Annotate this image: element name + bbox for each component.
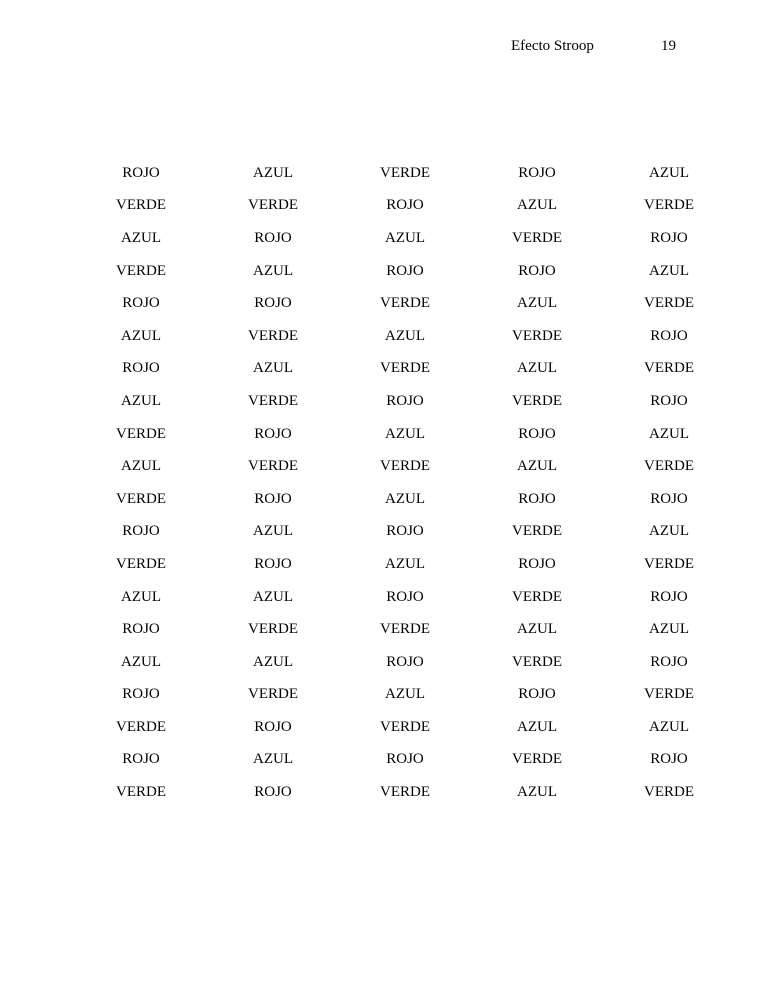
stroop-word: VERDE (512, 523, 562, 540)
stroop-word: ROJO (386, 588, 424, 605)
grid-row (75, 548, 735, 581)
stroop-word: ROJO (650, 653, 688, 670)
stroop-word: ROJO (650, 588, 688, 605)
running-head (0, 38, 768, 60)
stroop-word: VERDE (512, 653, 562, 670)
stroop-word: AZUL (253, 751, 293, 768)
stroop-word: ROJO (650, 392, 688, 409)
stroop-word: ROJO (254, 229, 292, 246)
stroop-word: ROJO (386, 197, 424, 214)
page-number: 19 (661, 38, 676, 54)
stroop-word: AZUL (385, 425, 425, 442)
stroop-word: ROJO (122, 295, 160, 312)
stroop-word: AZUL (385, 229, 425, 246)
grid-row (75, 581, 735, 614)
grid-row (75, 450, 735, 483)
stroop-word: ROJO (386, 262, 424, 279)
stroop-word: AZUL (385, 490, 425, 507)
stroop-word: ROJO (386, 392, 424, 409)
stroop-word: AZUL (121, 458, 161, 475)
stroop-word: VERDE (116, 197, 166, 214)
stroop-word: VERDE (644, 197, 694, 214)
stroop-word: AZUL (517, 197, 557, 214)
stroop-word: AZUL (517, 458, 557, 475)
grid-row (75, 353, 735, 386)
stroop-word: AZUL (253, 588, 293, 605)
stroop-word-grid (75, 157, 735, 809)
stroop-word: VERDE (248, 327, 298, 344)
stroop-word: AZUL (649, 425, 689, 442)
stroop-word: AZUL (121, 327, 161, 344)
grid-row (75, 679, 735, 712)
stroop-word: ROJO (254, 784, 292, 801)
stroop-word: VERDE (644, 295, 694, 312)
stroop-word: AZUL (253, 360, 293, 377)
stroop-word: ROJO (650, 751, 688, 768)
stroop-word: ROJO (122, 164, 160, 181)
stroop-word: ROJO (518, 425, 556, 442)
grid-row (75, 711, 735, 744)
stroop-word: AZUL (517, 718, 557, 735)
stroop-word: VERDE (380, 784, 430, 801)
stroop-word: VERDE (248, 458, 298, 475)
stroop-word: VERDE (644, 555, 694, 572)
stroop-word: AZUL (649, 164, 689, 181)
grid-row (75, 516, 735, 549)
grid-row (75, 613, 735, 646)
stroop-word: VERDE (380, 164, 430, 181)
stroop-word: AZUL (253, 653, 293, 670)
stroop-word: VERDE (644, 784, 694, 801)
grid-row (75, 385, 735, 418)
stroop-word: VERDE (380, 458, 430, 475)
stroop-word: AZUL (517, 360, 557, 377)
stroop-word: ROJO (386, 653, 424, 670)
stroop-word: AZUL (649, 621, 689, 638)
stroop-word: VERDE (116, 490, 166, 507)
stroop-word: ROJO (122, 751, 160, 768)
stroop-word: ROJO (518, 490, 556, 507)
stroop-word: ROJO (254, 718, 292, 735)
stroop-word: ROJO (518, 555, 556, 572)
stroop-word: AZUL (121, 392, 161, 409)
stroop-word: VERDE (380, 718, 430, 735)
stroop-word: VERDE (644, 360, 694, 377)
stroop-word: AZUL (253, 262, 293, 279)
stroop-word: VERDE (380, 295, 430, 312)
stroop-word: VERDE (512, 229, 562, 246)
stroop-word: VERDE (116, 784, 166, 801)
stroop-word: ROJO (650, 327, 688, 344)
stroop-word: VERDE (512, 392, 562, 409)
stroop-word: ROJO (254, 425, 292, 442)
grid-row (75, 287, 735, 320)
stroop-word: ROJO (518, 262, 556, 279)
stroop-word: ROJO (386, 523, 424, 540)
stroop-word: AZUL (121, 588, 161, 605)
stroop-word: AZUL (517, 295, 557, 312)
stroop-word: AZUL (517, 784, 557, 801)
stroop-word: AZUL (253, 523, 293, 540)
stroop-word: ROJO (122, 686, 160, 703)
stroop-word: ROJO (650, 229, 688, 246)
stroop-word: AZUL (649, 523, 689, 540)
stroop-word: ROJO (122, 621, 160, 638)
grid-row (75, 776, 735, 809)
stroop-word: ROJO (254, 555, 292, 572)
stroop-word: VERDE (116, 718, 166, 735)
stroop-word: AZUL (385, 327, 425, 344)
stroop-word: AZUL (121, 653, 161, 670)
stroop-word: AZUL (253, 164, 293, 181)
grid-row (75, 190, 735, 223)
stroop-word: ROJO (518, 686, 556, 703)
grid-row (75, 255, 735, 288)
grid-row (75, 157, 735, 190)
stroop-word: VERDE (248, 686, 298, 703)
stroop-word: AZUL (385, 686, 425, 703)
stroop-word: VERDE (380, 621, 430, 638)
stroop-word: VERDE (248, 392, 298, 409)
stroop-word: ROJO (122, 360, 160, 377)
stroop-word: ROJO (122, 523, 160, 540)
stroop-word: VERDE (380, 360, 430, 377)
stroop-word: VERDE (248, 621, 298, 638)
stroop-word: AZUL (649, 262, 689, 279)
stroop-word: AZUL (517, 621, 557, 638)
stroop-word: VERDE (512, 327, 562, 344)
stroop-word: ROJO (254, 295, 292, 312)
stroop-word: ROJO (386, 751, 424, 768)
stroop-word: VERDE (644, 686, 694, 703)
stroop-word: ROJO (650, 490, 688, 507)
stroop-word: VERDE (116, 555, 166, 572)
grid-row (75, 418, 735, 451)
stroop-word: AZUL (385, 555, 425, 572)
stroop-word: AZUL (649, 718, 689, 735)
stroop-word: VERDE (512, 751, 562, 768)
grid-row (75, 744, 735, 777)
grid-row (75, 222, 735, 255)
grid-row (75, 646, 735, 679)
stroop-word: VERDE (512, 588, 562, 605)
stroop-word: AZUL (121, 229, 161, 246)
stroop-word: ROJO (518, 164, 556, 181)
running-title: Efecto Stroop (511, 38, 594, 54)
stroop-word: VERDE (116, 262, 166, 279)
grid-row (75, 320, 735, 353)
grid-row (75, 483, 735, 516)
stroop-word: ROJO (254, 490, 292, 507)
stroop-word: VERDE (116, 425, 166, 442)
stroop-word: VERDE (248, 197, 298, 214)
stroop-word: VERDE (644, 458, 694, 475)
